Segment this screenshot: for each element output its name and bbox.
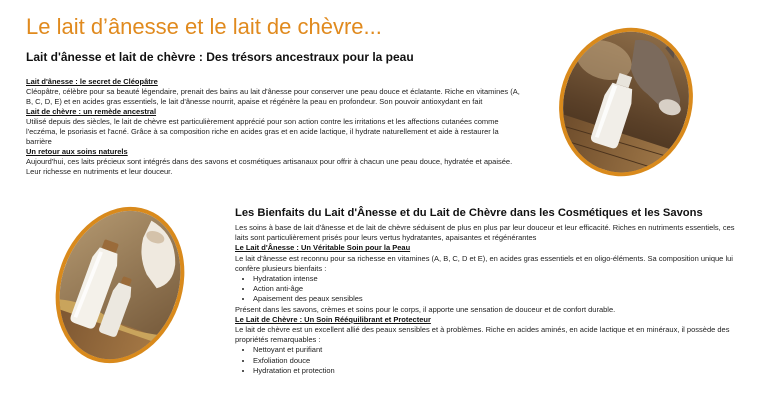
section1-body — [26, 77, 526, 177]
list-item: • Hydratation et protection — [253, 366, 735, 376]
goat-milk-text: Utilisé depuis des siècles, le lait de chèvre est particulièrement apprécié pour son action contre les irritations et les affections cutanées comme l'eczéma, le psoriasis et l'acné. Grâce à sa composition riche en acides gras et en acide lactique, il hydrate naturellement et aide à restaurer la barrière — [26, 117, 499, 146]
donkey-milk-subtitle: Lait d'ânesse : le secret de Cléopâtre — [26, 77, 158, 86]
donkey-milk-photo — [540, 10, 712, 193]
donkey-milk-illustration — [545, 15, 707, 188]
section2-intro: Les soins à base de lait d'ânesse et de lait de chèvre séduisent de plus en plus par leur douceur et leur efficacité. Riches en nutriments essentiels, ces laits sont particulièrement prisés pour leurs vertus hydratantes, apaisantes et régénérantes — [235, 223, 735, 243]
list-item: • Action anti-âge — [253, 284, 735, 294]
list-item: • Exfoliation douce — [253, 356, 735, 366]
goat-care-subtitle: Le Lait de Chèvre : Un Soin Rééquilibrant et Protecteur — [235, 314, 431, 324]
section1-heading: Lait d'ânesse et lait de chèvre : Des trésors ancestraux pour la peau — [26, 50, 414, 64]
goat-milk-illustration — [40, 194, 201, 377]
natural-care-subtitle: Un retour aux soins naturels — [26, 147, 128, 156]
donkey-milk-text: Cléopâtre, célèbre pour sa beauté légendaire, prenait des bains au lait d'ânesse pour conserver une peau douce et éclatante. Riche en vitamines (A, B, C, D, E) et en acides gras essentiels, le lait d'ânesse nourrit, apaise et régénère la peau en profondeur. Son pouvoir antioxydant en fait — [26, 87, 520, 106]
donkey-care-subtitle: Le Lait d'Ânesse : Un Véritable Soin pour la Peau — [235, 243, 411, 253]
natural-care-text: Aujourd'hui, ces laits précieux sont intégrés dans des savons et cosmétiques artisanaux pour offrir à chacun une peau douce, hydratée et apaisée. Leur richesse en nutriments et leur douceur. — [26, 157, 513, 176]
section2-heading: Les Bienfaits du Lait d'Ânesse et du Lait de Chèvre dans les Cosmétiques et les Savons — [235, 207, 703, 219]
list-item: • Hydratation intense — [253, 274, 735, 284]
page-title: Le lait d’ânesse et le lait de chèvre... — [26, 14, 382, 39]
donkey-care-after: Présent dans les savons, crèmes et soins pour le corps, il apporte une sensation de douceur et de confort durable. — [235, 304, 616, 314]
goat-care-text: Le lait de chèvre est un excellent allié des peaux sensibles et à problèmes. Riche en acides aminés, en acide lactique et en minéraux, il possède des propriétés remarquables : — [235, 325, 730, 345]
goat-milk-subtitle: Lait de chèvre : un remède ancestral — [26, 107, 157, 116]
list-item: • Apaisement des peaux sensibles — [253, 294, 735, 304]
goat-milk-photo — [34, 189, 205, 382]
donkey-benefits-list — [235, 274, 735, 305]
goat-benefits-list — [235, 345, 735, 376]
list-item: • Nettoyant et purifiant — [253, 345, 735, 355]
donkey-care-text: Le lait d'ânesse est reconnu pour sa richesse en vitamines (A, B, C, D et E), en acides gras essentiels et en oligo-éléments. Sa composition unique lui confère plusieurs bienfaits : — [235, 253, 733, 273]
section2-body — [235, 223, 735, 376]
